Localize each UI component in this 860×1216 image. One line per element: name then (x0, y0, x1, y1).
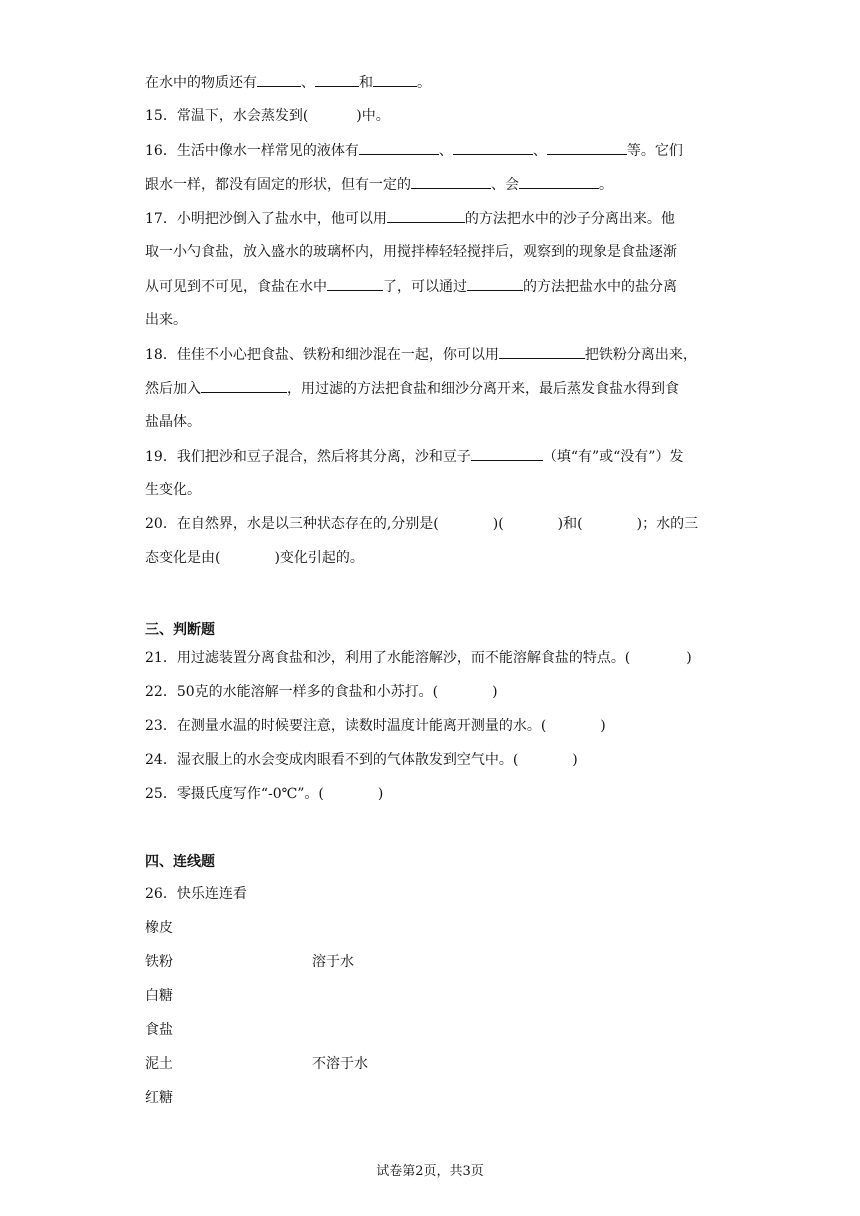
match-left-item[interactable]: 铁粉 (145, 954, 173, 970)
match-left-item[interactable]: 红糖 (145, 1090, 173, 1106)
judge-close: ) (377, 786, 384, 802)
page-footer: 试卷第2页，共3页 (376, 1164, 484, 1179)
q16-text: 跟水一样，都没有固定的形状，但有一定的 (145, 177, 411, 193)
judge-text: 23．在测量水温的时候要注意，读数时温度计能离开测量的水。( (145, 718, 547, 734)
answer-blank[interactable] (499, 344, 585, 359)
judge-close: ) (572, 752, 578, 768)
match-right-item[interactable]: 溶于水 (312, 954, 354, 970)
q26-title: 26．快乐连连看 (145, 886, 247, 902)
judge-close: ) (492, 684, 498, 700)
q14-text: 、 (301, 75, 315, 91)
q15-text: )中。 (356, 108, 390, 124)
judge-close: ) (686, 650, 692, 666)
q17-line-1 (145, 208, 675, 229)
answer-blank[interactable] (411, 174, 491, 189)
q17-text: 取一小勺食盐，放入盛水的玻璃杯内，用搅拌棒轻轻搅拌后，观察到的现象是食盐逐渐 (145, 244, 677, 260)
q16-text: 、 (532, 143, 547, 159)
judge-item (145, 682, 498, 702)
q16-line-1 (145, 140, 683, 161)
q14-line (145, 72, 431, 93)
answer-blank[interactable] (315, 72, 359, 87)
q16-text: 16．生活中像水一样常见的液体有 (145, 143, 359, 159)
answer-blank[interactable] (327, 276, 383, 291)
judge-text: 22．50克的水能溶解一样多的食盐和小苏打。( (145, 684, 439, 700)
match-left-item[interactable]: 白糖 (145, 988, 173, 1004)
answer-blank[interactable] (387, 208, 465, 223)
q19-line-1 (145, 446, 683, 467)
q20-line-2 (145, 548, 364, 568)
q16-text: 等。它们 (626, 143, 683, 159)
match-left-item[interactable]: 橡皮 (145, 920, 173, 936)
q18-line-2 (145, 378, 679, 399)
answer-blank[interactable] (373, 72, 417, 87)
q14-text: 在水中的物质还有 (145, 75, 257, 91)
q17-text: 17．小明把沙倒入了盐水中，他可以用 (145, 211, 387, 227)
q18-line-3 (145, 412, 201, 432)
match-left-item[interactable]: 食盐 (145, 1022, 173, 1038)
answer-blank[interactable] (257, 72, 301, 87)
q17-text: 的方法把盐水中的盐分离 (523, 279, 677, 295)
judge-close: ) (600, 718, 606, 734)
q17-text: 从可见到不可见，食盐在水中 (145, 279, 327, 295)
section-heading: 三、判断题 (145, 622, 215, 638)
q16-text: 、会 (491, 177, 519, 193)
q17-text: 的方法把水中的沙子分离出来。他 (464, 211, 675, 227)
q17-line-4 (145, 310, 187, 330)
q17-text: 出来。 (145, 312, 187, 328)
q18-line-1 (145, 344, 697, 365)
q20-text: 20．在自然界，水是以三种状态存在的,分别是( (145, 516, 439, 532)
answer-blank[interactable] (201, 378, 287, 393)
q20-text: )变化引起的。 (274, 550, 364, 566)
judge-item (145, 784, 383, 804)
answer-blank[interactable] (467, 276, 523, 291)
judge-text: 21．用过滤装置分离食盐和沙，利用了水能溶解沙，而不能溶解食盐的特点。( (145, 650, 631, 666)
q19-line-2 (145, 480, 201, 500)
q15-line (145, 106, 390, 126)
answer-blank[interactable] (519, 174, 599, 189)
q20-text: )( (492, 516, 504, 532)
answer-blank[interactable] (471, 446, 543, 461)
section-heading: 四、连线题 (145, 854, 215, 870)
q16-text: 。 (599, 177, 613, 193)
judge-item (145, 716, 606, 736)
answer-blank[interactable] (359, 140, 439, 155)
judge-item (145, 750, 578, 770)
q20-line-1 (145, 514, 698, 534)
q20-text: 态变化是由( (145, 550, 221, 566)
judge-text: 24．湿衣服上的水会变成肉眼看不到的气体散发到空气中。( (145, 752, 519, 768)
q15-text: 15．常温下，水会蒸发到( (145, 108, 309, 124)
q17-line-3 (145, 276, 677, 297)
q16-line-2 (145, 174, 613, 195)
answer-blank[interactable] (453, 140, 533, 155)
match-right-item[interactable]: 不溶于水 (312, 1056, 368, 1072)
q14-text: 和 (359, 75, 373, 91)
answer-blank[interactable] (547, 140, 627, 155)
q18-text: 盐晶体。 (145, 414, 201, 430)
judge-item (145, 648, 692, 668)
q18-text: 然后加入 (145, 381, 201, 397)
q20-text: )；水的三 (636, 516, 699, 532)
q17-line-2 (145, 242, 677, 262)
q19-text: （填“有”或“没有”）发 (542, 449, 684, 465)
q18-text: ，用过滤的方法把食盐和细沙分离开来，最后蒸发食盐水得到食 (287, 381, 679, 397)
q19-text: 生变化。 (145, 482, 201, 498)
q19-text: 19．我们把沙和豆子混合，然后将其分离，沙和豆子 (145, 449, 471, 465)
q16-text: 、 (438, 143, 453, 159)
q17-text: 了，可以通过 (383, 279, 467, 295)
q18-text: 18．佳佳不小心把食盐、铁粉和细沙混在一起，你可以用 (145, 347, 499, 363)
judge-text: 25．零摄氏度写作“-0℃”。( (145, 786, 324, 802)
match-left-item[interactable]: 泥土 (145, 1056, 173, 1072)
q20-text: )和( (557, 516, 583, 532)
q18-text: 把铁粉分离出来， (584, 347, 697, 363)
q14-text: 。 (417, 75, 431, 91)
